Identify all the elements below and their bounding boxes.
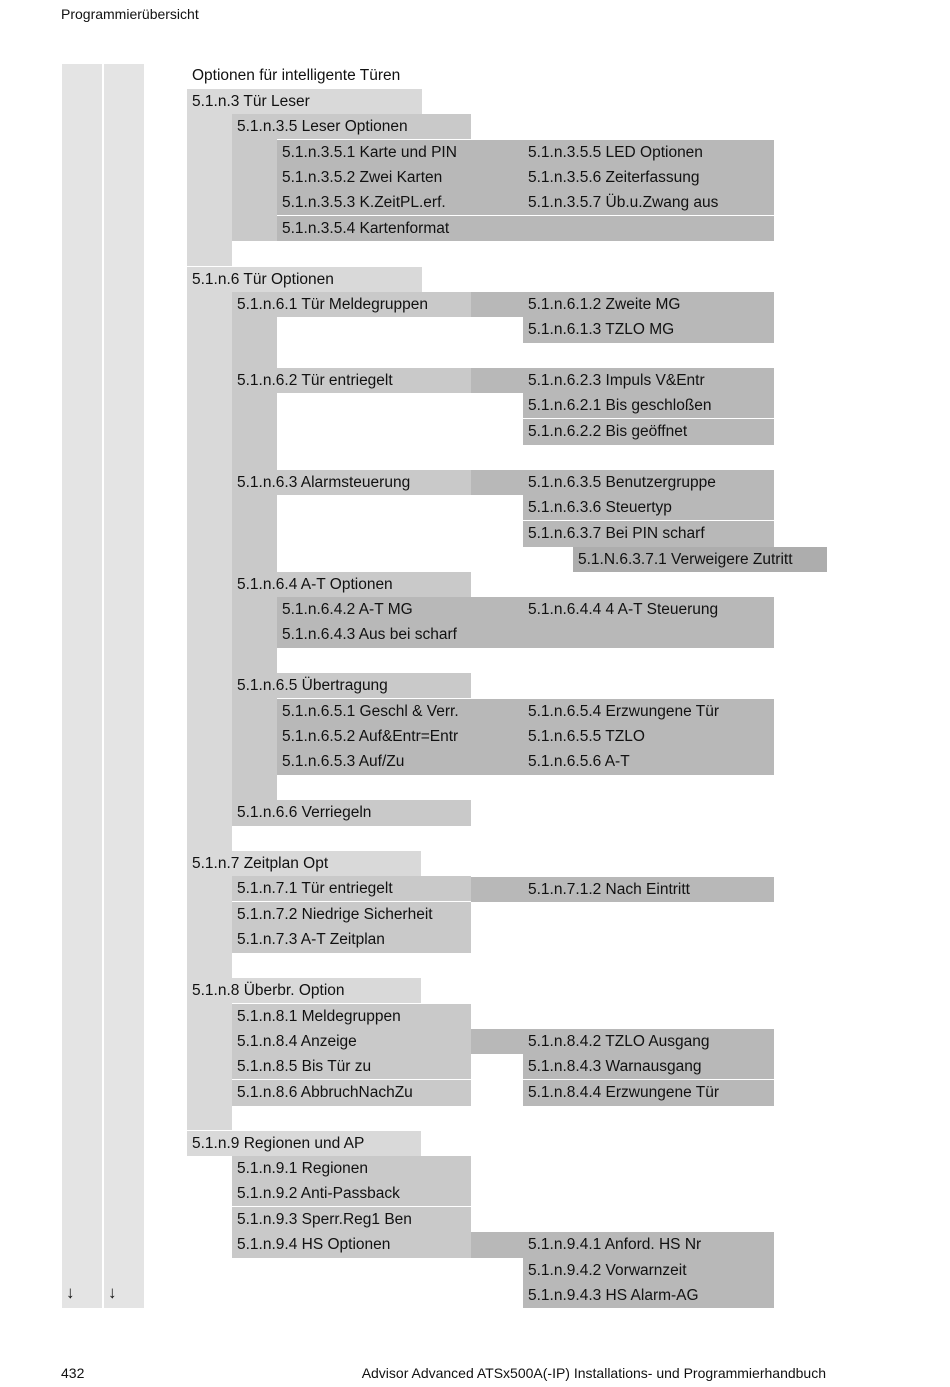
menu-item[interactable]: 5.1.n.8.4 Anzeige — [232, 1029, 471, 1054]
menu-item[interactable]: 5.1.n.6.2.2 Bis geöffnet — [523, 419, 774, 445]
menu-item[interactable]: 5.1.n.6.5.6 A-T — [528, 753, 630, 770]
menu-item[interactable]: 5.1.n.6.3.7 Bei PIN scharf — [523, 521, 774, 547]
menu-item[interactable]: 5.1.n.3 Tür Leser — [187, 89, 422, 114]
connector-n61 — [232, 317, 277, 368]
menu-item[interactable]: 5.1.n.9.2 Anti-Passback — [232, 1181, 471, 1206]
menu-item[interactable]: 5.1.n.6.5.4 Erzwungene Tür — [528, 703, 720, 720]
menu-item[interactable]: 5.1.n.9.4 HS Optionen — [232, 1232, 471, 1258]
menu-item[interactable]: 5.1.n.6.5.1 Geschl & Verr. — [277, 699, 774, 724]
menu-item[interactable]: 5.1.n.6.5.3 Auf/Zu — [277, 749, 774, 775]
menu-item[interactable]: 5.1.n.8.6 AbbruchNachZu — [232, 1080, 471, 1106]
menu-item[interactable]: 5.1.N.6.3.7.1 Verweigere Zutritt — [573, 547, 827, 572]
section-heading: Optionen für intelligente Türen — [192, 67, 401, 84]
menu-item[interactable]: 5.1.n.3.5.5 LED Optionen — [528, 144, 703, 161]
menu-item[interactable]: 5.1.n.6.2 Tür entriegelt — [232, 368, 471, 393]
connector-n64 — [232, 597, 277, 673]
menu-item[interactable]: 5.1.n.6.3.6 Steuertyp — [523, 495, 774, 520]
page-header: Programmierübersicht — [61, 6, 199, 22]
menu-item[interactable]: 5.1.n.8.4.2 TZLO Ausgang — [523, 1029, 774, 1054]
menu-item[interactable]: 5.1.n.8 Überbr. Option — [187, 978, 421, 1003]
connector-n35 — [232, 139, 277, 241]
menu-item[interactable]: 5.1.n.6.4.2 A-T MG — [277, 597, 774, 622]
menu-item[interactable]: 5.1.n.3.5 Leser Optionen — [232, 114, 471, 139]
menu-item[interactable]: 5.1.n.3.5.6 Zeiterfassung — [528, 169, 700, 186]
menu-item[interactable]: 5.1.n.6.5.2 Auf&Entr=Entr — [277, 724, 774, 749]
menu-item[interactable]: 5.1.n.8.4.4 Erzwungene Tür — [523, 1080, 774, 1106]
menu-item[interactable]: 5.1.n.6.1.3 TZLO MG — [523, 317, 774, 343]
down-arrow-icon: ↓ — [66, 1283, 75, 1302]
menu-item[interactable]: 5.1.n.9.4.3 HS Alarm-AG — [523, 1283, 774, 1308]
down-arrow-icon: ↓ — [108, 1283, 117, 1302]
connector-n6 — [187, 292, 232, 852]
menu-item[interactable]: 5.1.n.9 Regionen und AP — [187, 1131, 421, 1156]
page-number: 432 — [61, 1365, 85, 1381]
connector-n65 — [232, 698, 277, 800]
menu-item[interactable]: 5.1.n.6.2.3 Impuls V&Entr — [523, 368, 774, 393]
menu-item[interactable]: 5.1.n.6.1 Tür Meldegruppen — [232, 292, 471, 317]
menu-item[interactable]: 5.1.n.9.4.2 Vorwarnzeit — [523, 1258, 774, 1283]
connector-n7 — [187, 876, 232, 978]
menu-item[interactable]: 5.1.n.3.5.3 K.ZeitPL.erf. — [277, 190, 774, 215]
menu-item[interactable]: 5.1.n.9.1 Regionen — [232, 1156, 471, 1181]
menu-item[interactable]: 5.1.n.6.1.2 Zweite MG — [523, 292, 774, 317]
left-strip-inner — [104, 64, 144, 1308]
menu-item[interactable]: 5.1.n.6.4 A-T Optionen — [232, 572, 471, 597]
menu-item[interactable]: 5.1.n.9.4.1 Anford. HS Nr — [523, 1232, 774, 1257]
document-title: Advisor Advanced ATSx500A(-IP) Installations- und Programmierhandbuch — [361, 1365, 826, 1381]
menu-item[interactable]: 5.1.n.9.3 Sperr.Reg1 Ben — [232, 1207, 471, 1232]
menu-item[interactable]: 5.1.n.7.1.2 Nach Eintritt — [523, 877, 774, 902]
menu-item[interactable]: 5.1.n.3.5.4 Kartenformat — [277, 216, 774, 241]
left-strip-outer — [62, 64, 102, 1308]
menu-item[interactable]: 5.1.n.3.5.2 Zwei Karten — [277, 165, 774, 190]
menu-item[interactable]: 5.1.n.7.1 Tür entriegelt — [232, 876, 471, 901]
menu-item[interactable]: 5.1.n.6.4.4 4 A-T Steuerung — [528, 601, 719, 618]
menu-item[interactable]: 5.1.n.6.6 Verriegeln — [232, 800, 471, 826]
menu-item[interactable]: 5.1.n.6.3.5 Benutzergruppe — [523, 470, 774, 495]
menu-item[interactable]: 5.1.n.8.4.3 Warnausgang — [523, 1054, 774, 1079]
menu-item[interactable]: 5.1.n.6.4.3 Aus bei scharf — [277, 622, 774, 648]
connector-n63 — [232, 495, 277, 572]
menu-item[interactable]: 5.1.n.6.3 Alarmsteuerung — [232, 470, 471, 495]
menu-item[interactable]: 5.1.n.6 Tür Optionen — [187, 267, 422, 292]
menu-item[interactable]: 5.1.n.7.3 A-T Zeitplan — [232, 927, 471, 953]
menu-item[interactable]: 5.1.n.7 Zeitplan Opt — [187, 851, 421, 876]
menu-item[interactable]: 5.1.n.3.5.1 Karte und PIN — [277, 140, 774, 165]
menu-item[interactable]: 5.1.n.6.5 Übertragung — [232, 673, 471, 698]
menu-item[interactable]: 5.1.n.6.2.1 Bis geschloßen — [523, 393, 774, 418]
menu-item[interactable]: 5.1.n.6.5.5 TZLO — [528, 728, 645, 745]
connector-n62 — [232, 393, 277, 470]
menu-item[interactable]: 5.1.n.8.1 Meldegruppen — [232, 1004, 471, 1029]
menu-item[interactable]: 5.1.n.3.5.7 Üb.u.Zwang aus — [528, 194, 719, 211]
menu-item[interactable]: 5.1.n.8.5 Bis Tür zu — [232, 1054, 471, 1079]
connector-n8 — [187, 1003, 232, 1130]
menu-item[interactable]: 5.1.n.7.2 Niedrige Sicherheit — [232, 902, 471, 927]
connector-n3 — [187, 114, 232, 266]
